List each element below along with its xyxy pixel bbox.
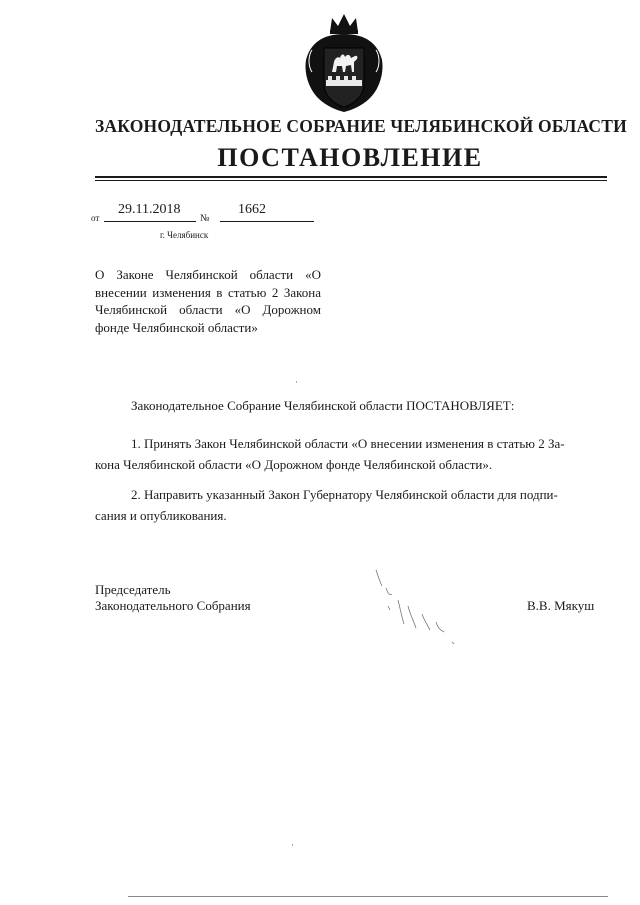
number-underline [220, 221, 314, 222]
header-rule-thin [95, 180, 607, 181]
header-rule-thick [95, 176, 607, 178]
date-underline [104, 221, 196, 222]
organization-title: ЗАКОНОДАТЕЛЬНОЕ СОБРАНИЕ ЧЕЛЯБИНСКОЙ ОБЛАСТИ [95, 116, 627, 136]
handwritten-signature [368, 566, 460, 650]
item2-line1: 2. Направить указанный Закон Губернатору Челябинской области для подпи- [131, 487, 558, 502]
signatory-position-line1: Председатель [95, 582, 171, 597]
item1-line2: кона Челябинской области «О Дорожном фонде Челябинской области». [95, 457, 493, 472]
item1-line1: 1. Принять Закон Челябинской области «О внесении изменения в статью 2 За- [131, 436, 565, 451]
document-subject: О Законе Челябинской области «О внесении изменения в статью 2 Закона Челябинской области «О Дорожном фонде Челябинской области» [95, 267, 321, 335]
document-number: 1662 [238, 202, 266, 217]
scan-speck [292, 844, 293, 846]
scan-speck [296, 381, 297, 383]
footer-rule [128, 896, 608, 897]
signatory-position-line2: Законодательного Собрания [95, 598, 251, 613]
city: г. Челябинск [160, 230, 209, 240]
signatory-name: В.В. Мякуш [527, 598, 595, 613]
document-date: 29.11.2018 [118, 202, 181, 217]
preamble: Законодательное Собрание Челябинской области ПОСТАНОВЛЯЕТ: [131, 398, 515, 413]
number-prefix: № [200, 213, 210, 224]
document-type: ПОСТАНОВЛЕНИЕ [217, 143, 483, 172]
chelyabinsk-coat-of-arms-icon [300, 10, 388, 116]
item2-line2: сания и опубликования. [95, 508, 227, 523]
date-prefix: от [91, 213, 100, 223]
